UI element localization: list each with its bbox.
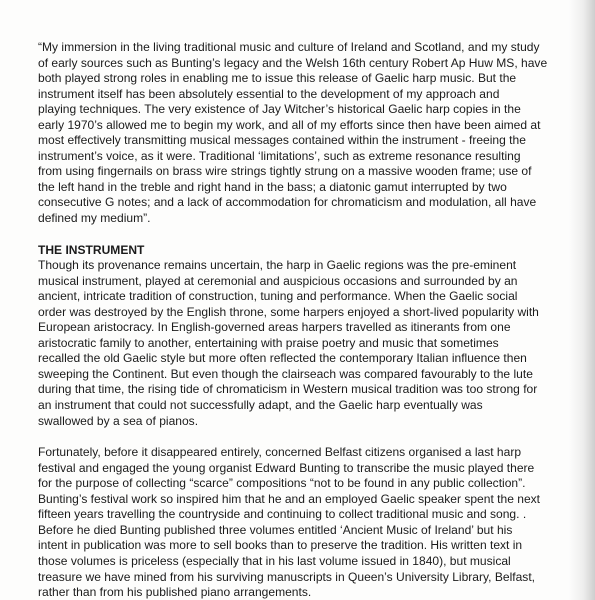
text-line: Bunting’s festival work so inspired him that he and an employed Gaelic speaker spent the next xyxy=(38,491,541,506)
text-line: fifteen years travelling the countryside and continuing to collect traditional music and song. . xyxy=(38,507,527,522)
paragraph-gap xyxy=(38,429,578,445)
text-line: order was destroyed by the English throne, some harpers enjoyed a short-lived popularity with xyxy=(38,304,539,319)
text-line: early 1970’s allowed me to begin my work, and all of my efforts since then have been aimed at xyxy=(38,117,541,132)
text-line: intent in publication was more to sell books than to preserve the tradition. His written text in xyxy=(38,538,523,553)
text-line: Fortunately, before it disappeared entirely, concerned Belfast citizens organised a last harp xyxy=(38,445,522,460)
text-body xyxy=(38,40,578,600)
text-line: instrument itself has been absolutely essential to the development of my approach and xyxy=(38,86,500,101)
text-line: most effectively transmitting musical messages contained within the instrument - freeing the xyxy=(38,133,526,148)
text-line: defined my medium”. xyxy=(38,211,151,226)
instrument-paragraph xyxy=(38,258,578,429)
paragraph-gap xyxy=(38,227,578,243)
text-line: for the purpose of collecting “scarce” compositions “not to be found in any public collection”. xyxy=(38,476,526,491)
text-line: those volumes is priceless (especially that in his last volume issued in 1840), but musical xyxy=(38,553,511,568)
text-line: festival and engaged the young organist Edward Bunting to transcribe the music played there xyxy=(38,460,535,475)
text-line: sweeping the Continent. But even though the clairseach was compared favourably to the lute xyxy=(38,366,533,381)
text-line: during that time, the rising tide of chromaticism in Western musical tradition was too strong for xyxy=(38,382,538,397)
text-line: “My immersion in the living traditional music and culture of Ireland and Scotland, and my study xyxy=(38,40,540,54)
text-line: aristocratic family to another, entertaining with praise poetry and music that sometimes xyxy=(38,335,499,350)
text-line: both played strong roles in enabling me to issue this release of Gaelic harp music. But the xyxy=(38,71,517,86)
text-line: rather than from his published piano arrangements. xyxy=(38,585,312,600)
text-line: instrument’s voice, as it were. Traditional ‘limitations’, such as extreme resonance resulting xyxy=(38,148,521,163)
text-line: from using fingernails on brass wire strings tightly strung on a massive wooden frame; use of xyxy=(38,164,532,179)
text-line: an instrument that could not successfully adapt, and the Gaelic harp eventually was xyxy=(38,398,483,413)
text-line: swallowed by a sea of pianos. xyxy=(38,413,199,428)
quote-paragraph xyxy=(38,40,578,227)
text-line: recalled the old Gaelic style but more often reflected the contemporary Italian influence then xyxy=(38,351,527,366)
text-line: ancient, intricate tradition of construction, tuning and performance. When the Gaelic social xyxy=(38,289,518,304)
text-line: European aristocracy. In English-governed areas harpers travelled as itinerants from one xyxy=(38,320,511,335)
text-line: consecutive G notes; and a lack of accommodation for chromaticism and modulation, all have xyxy=(38,195,537,210)
text-line: musical instrument, played at ceremonial and auspicious occasions and surrounded by an xyxy=(38,273,518,288)
text-line: treasure we have mined from his surviving manuscripts in Queen’s University Library, Belfast, xyxy=(38,569,536,584)
bunting-paragraph xyxy=(38,445,578,600)
text-line: Before he died Bunting published three volumes entitled ‘Ancient Music of Ireland’ but his xyxy=(38,522,513,537)
section-heading: THE INSTRUMENT xyxy=(38,242,145,257)
text-line: the left hand in the treble and right hand in the bass; a diatonic gamut interrupted by two xyxy=(38,179,507,194)
text-line: Though its provenance remains uncertain, the harp in Gaelic regions was the pre-eminent xyxy=(38,258,517,273)
text-line: playing techniques. The very existence of Jay Witcher’s historical Gaelic harp copies in the xyxy=(38,102,521,117)
text-line: of early sources such as Bunting’s legacy and the Welsh 16th century Robert Ap Huw MS, have xyxy=(38,55,548,70)
